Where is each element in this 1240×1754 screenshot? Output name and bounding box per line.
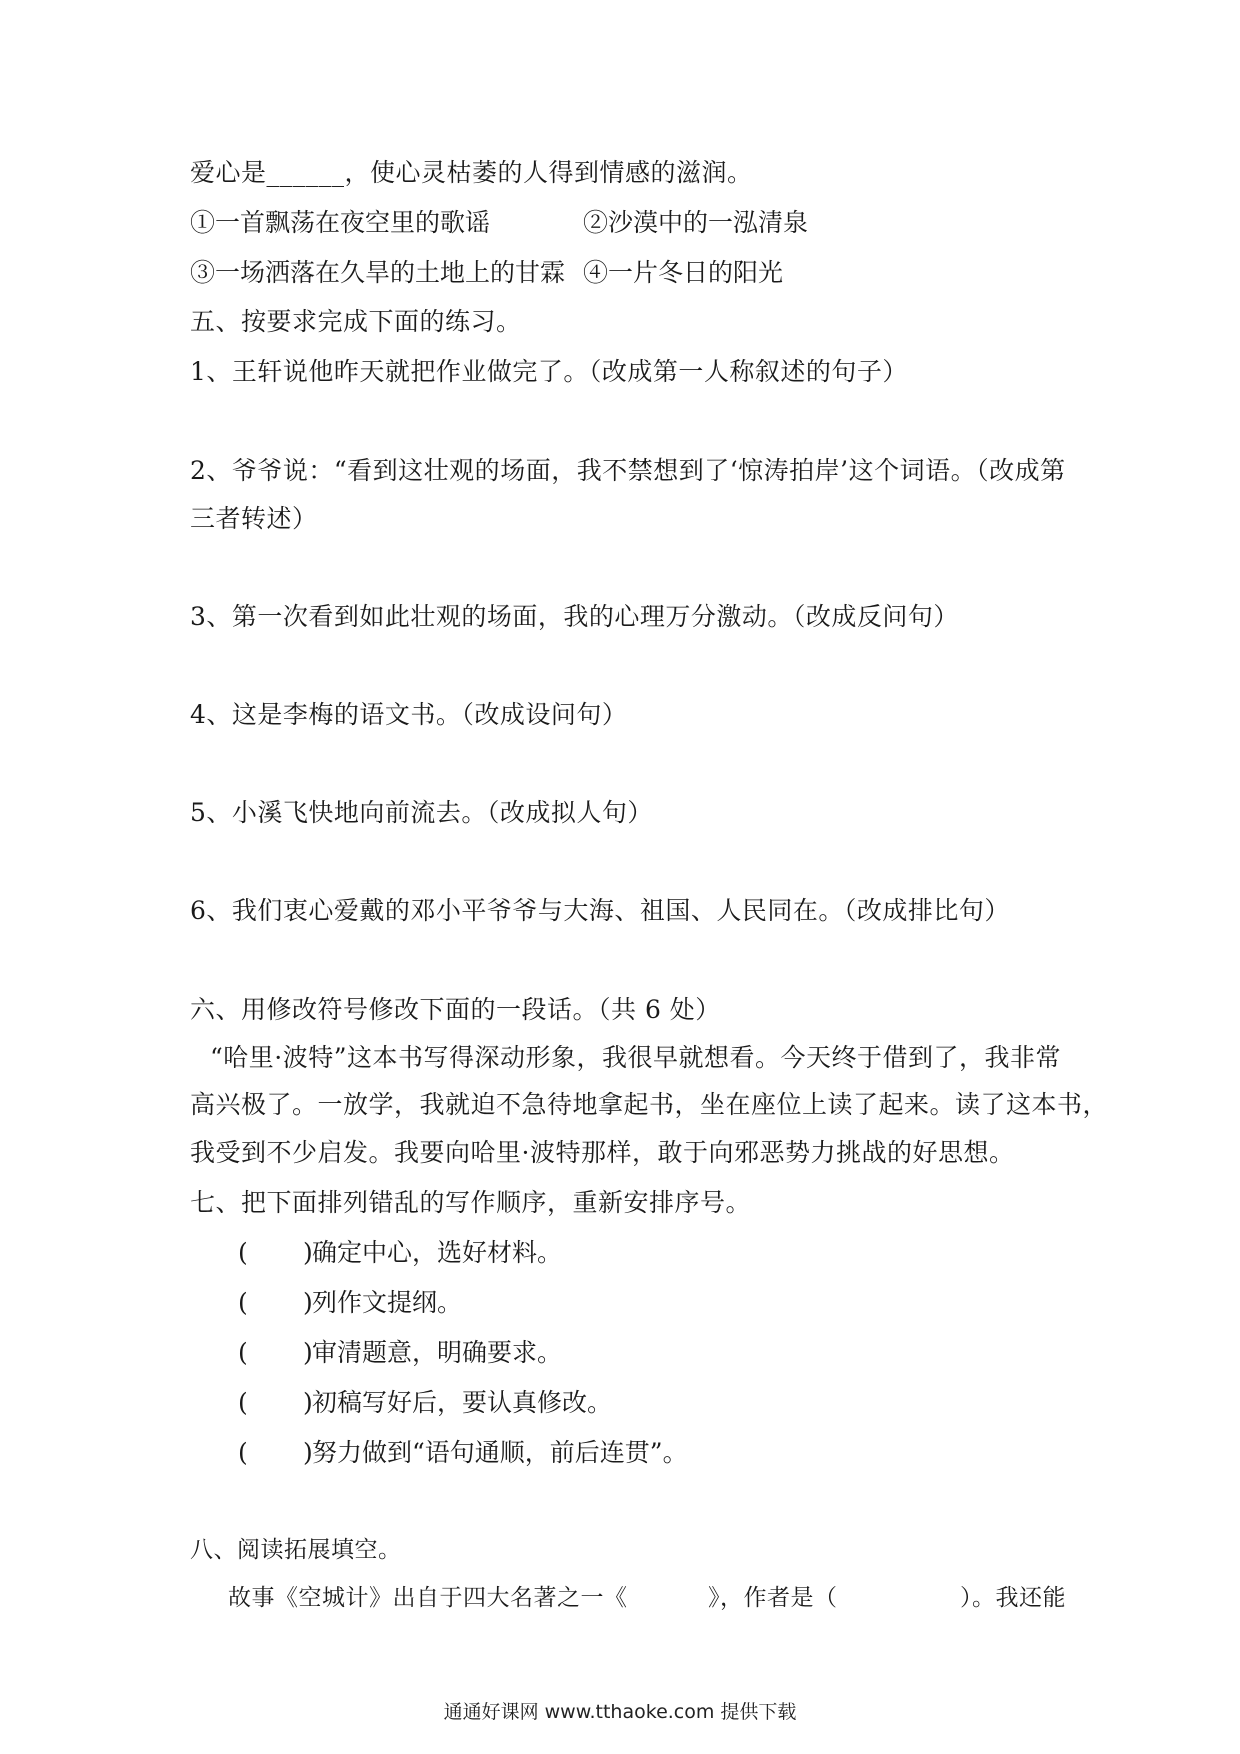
page-footer: 通通好课网 www.tthaoke.com 提供下载 bbox=[443, 1701, 797, 1723]
answer-paren-close: ) bbox=[303, 1238, 313, 1267]
sequence-item-text: 列作文提纲。 bbox=[312, 1288, 463, 1317]
section5-item-4: 4、这是李梅的语文书。（改成设问句） bbox=[190, 700, 628, 729]
sequence-item-text: 审清题意，明确要求。 bbox=[312, 1338, 563, 1367]
section6-title: 六、用修改符号修改下面的一段话。（共 6 处） bbox=[190, 995, 721, 1024]
answer-paren-close: ) bbox=[303, 1388, 313, 1417]
section8-text-c: ）。我还能 bbox=[960, 1585, 1066, 1611]
section8-title: 八、阅读拓展填空。 bbox=[190, 1537, 402, 1563]
section6-para-line-2: 高兴极了。一放学，我就迫不急待地拿起书，坐在座位上读了起来。读了这本书， bbox=[190, 1090, 1109, 1119]
answer-paren-close: ) bbox=[303, 1438, 313, 1467]
section6-para-line-1: “哈里·波特”这本书写得深动形象，我很早就想看。今天终于借到了，我非常 bbox=[210, 1043, 1062, 1072]
sequence-item-text: 确定中心，选好材料。 bbox=[312, 1238, 563, 1267]
answer-paren-open[interactable]: ( bbox=[238, 1238, 248, 1267]
section8-text-b: 》，作者是（ bbox=[708, 1585, 838, 1611]
section5-item-1: 1、王轩说他昨天就把作业做完了。（改成第一人称叙述的句子） bbox=[190, 357, 908, 386]
answer-paren-open[interactable]: ( bbox=[238, 1338, 248, 1367]
answer-paren-open[interactable]: ( bbox=[238, 1388, 248, 1417]
answer-paren-open[interactable]: ( bbox=[238, 1288, 248, 1317]
q4-option-2: ②沙漠中的一泓清泉 bbox=[583, 208, 809, 237]
section5-item-6: 6、我们衷心爱戴的邓小平爷爷与大海、祖国、人民同在。（改成排比句） bbox=[190, 896, 1010, 925]
q4-option-4: ④一片冬日的阳光 bbox=[583, 258, 784, 287]
section6-para-line-3: 我受到不少启发。我要向哈里·波特那样，敢于向邪恶势力挑战的好思想。 bbox=[190, 1138, 1015, 1167]
sequence-item-text: 初稿写好后，要认真修改。 bbox=[312, 1388, 613, 1417]
section5-item-2: 2、爷爷说：“看到这壮观的场面，我不禁想到了‘惊涛拍岸’这个词语。（改成第 bbox=[190, 456, 1066, 485]
sequence-item-text: 努力做到“语句通顺，前后连贯”。 bbox=[312, 1438, 688, 1467]
q4-option-3: ③一场洒落在久旱的土地上的甘霖 bbox=[190, 258, 566, 287]
section5-item-3: 3、第一次看到如此壮观的场面，我的心理万分激动。（改成反问句） bbox=[190, 602, 959, 631]
section5-item-2-cont: 三者转述） bbox=[190, 504, 318, 533]
section8-text-a: 故事《空城计》出自于四大名著之一《 bbox=[228, 1585, 628, 1611]
answer-paren-close: ) bbox=[303, 1338, 313, 1367]
section5-title: 五、按要求完成下面的练习。 bbox=[190, 307, 522, 336]
q4-option-1: ①一首飘荡在夜空里的歌谣 bbox=[190, 208, 491, 237]
answer-paren-open[interactable]: ( bbox=[238, 1438, 248, 1467]
section5-item-5: 5、小溪飞快地向前流去。（改成拟人句） bbox=[190, 798, 653, 827]
answer-paren-close: ) bbox=[303, 1288, 313, 1317]
section7-title: 七、把下面排列错乱的写作顺序，重新安排序号。 bbox=[190, 1188, 752, 1217]
q4-stem: 爱心是______，使心灵枯萎的人得到情感的滋润。 bbox=[190, 158, 753, 187]
